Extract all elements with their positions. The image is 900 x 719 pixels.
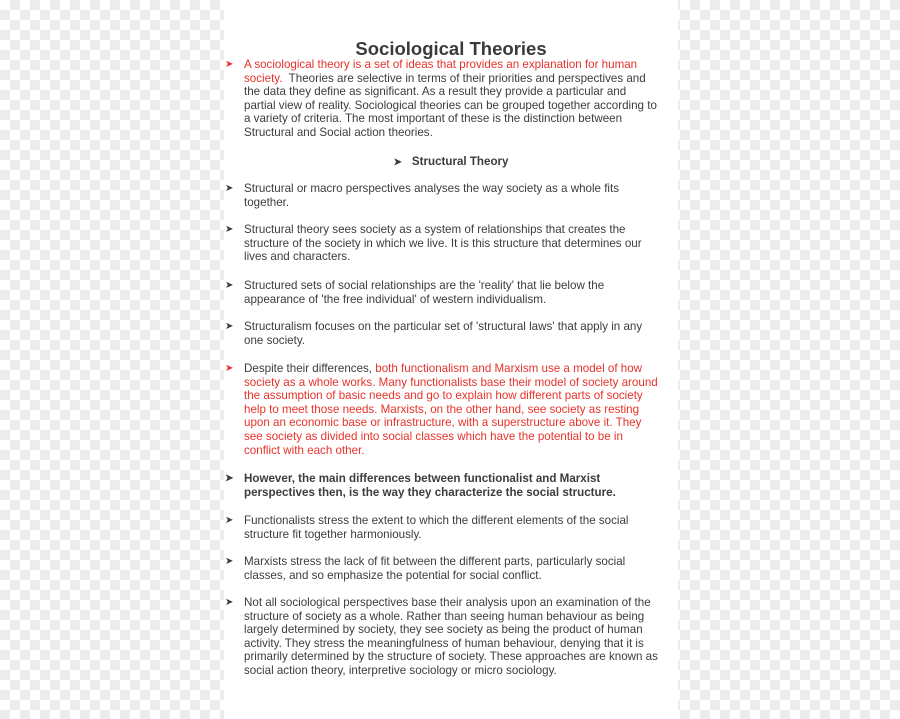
main-difference-line: However, the main differences between functionalist and Marxist [244,472,601,485]
bullet-item [225,596,676,678]
main-difference-line: perspectives then, is the way they characterize the social structure. [244,485,616,499]
bullet-arrow-icon: ➤ [225,183,234,194]
bullet-arrow-icon: ➤ [225,59,234,70]
bullet-line: Structured sets of social relationships are the 'reality' that lie below the [244,279,605,292]
bullet-arrow-icon: ➤ [225,363,234,374]
bullet-arrow-icon: ➤ [225,321,234,332]
bullet-line: one society. [244,333,306,347]
differences-line [244,362,676,376]
document-title: Sociological Theories [355,38,547,59]
intro-red-fragment: society. [244,71,283,85]
bullet-item [225,320,676,347]
bullet-arrow-icon: ➤ [225,224,234,235]
bullet-arrow-icon: ➤ [393,157,402,168]
differences-line: the assumption of basic needs and go to explain how different parts of society [244,389,643,403]
intro-line: the data they define as significant. As a result they provide a particular and [244,85,627,99]
bullet-line: social action theory, interpretive sociology or micro sociology. [244,663,557,677]
differences-line: help to meet those needs. Marxists, on the other hand, see society as resting [244,402,640,416]
bullet-line: appearance of 'the free individual' of western individualism. [244,292,547,306]
differences-line: see society as divided into social classes which have the potential to be in [244,429,623,443]
differences-red-fragment: both functionalism and Marxism use a model of how [375,362,643,375]
bullet-arrow-icon: ➤ [225,473,234,484]
intro-line: partial view of reality. Sociological theories can be grouped together according to [244,98,657,112]
bullet-line: Not all sociological perspectives base their analysis upon an examination of the [244,596,651,609]
bullet-line: Structural or macro perspectives analyses the way society as a whole fits [244,182,620,195]
bullet-line: structure of the society in which we live. It is this structure that determines our [244,236,642,250]
differences-line: society as a whole works. Many functionalists base their model of society around [244,375,658,389]
bullet-arrow-icon: ➤ [225,597,234,608]
bullet-line: activity. They stress the meaningfulness of human behaviour, denying that it is [244,636,644,650]
intro-paragraph [225,58,676,140]
intro-black-fragment: Theories are selective in terms of their priorities and perspectives and [282,71,646,85]
bullet-line: Marxists stress the lack of fit between the different parts, particularly social [244,555,626,568]
bullet-line: Structuralism focuses on the particular set of 'structural laws' that apply in any [244,320,643,333]
bullet-arrow-icon: ➤ [225,556,234,567]
differences-line: upon an economic base or infrastructure, with a superstructure above it. They [244,416,642,430]
bullet-item [225,279,676,306]
bullet-item [225,182,676,209]
bullet-line: primarily determined by the structure of society. These approaches are known as [244,650,658,664]
intro-line: Structural and Social action theories. [244,125,433,139]
document-page [224,0,678,719]
main-difference-paragraph [225,472,676,499]
bullet-arrow-icon: ➤ [225,280,234,291]
intro-line [244,72,676,86]
subheading-text: Structural Theory [411,155,509,168]
bullet-line: structure fit together harmoniously. [244,527,422,541]
bullet-item [225,555,676,582]
bullet-arrow-icon: ➤ [225,515,234,526]
bullet-line: together. [244,195,290,209]
bullet-item [225,514,676,541]
differences-black-fragment: Despite their differences, [244,362,376,375]
bullet-line: structure of society as a whole. Rather than seeing human behaviour as being [244,609,645,623]
differences-line: conflict with each other. [244,443,365,457]
intro-line: a variety of criteria. The most important of these is the distinction between [244,112,623,126]
section-subheading [224,155,678,170]
bullet-line: Structural theory sees society as a system of relationships that creates the [244,223,626,236]
bullet-line: lives and characters. [244,250,351,264]
bullet-item [225,223,676,264]
bullet-line: classes, and so emphasize the potential for social conflict. [244,568,542,582]
bullet-line: Functionalists stress the extent to which the different elements of the social [244,514,629,527]
bullet-line: largely determined by society, they see society as being the product of human [244,623,643,637]
differences-paragraph [225,362,676,457]
intro-line: A sociological theory is a set of ideas that provides an explanation for human [244,58,638,71]
